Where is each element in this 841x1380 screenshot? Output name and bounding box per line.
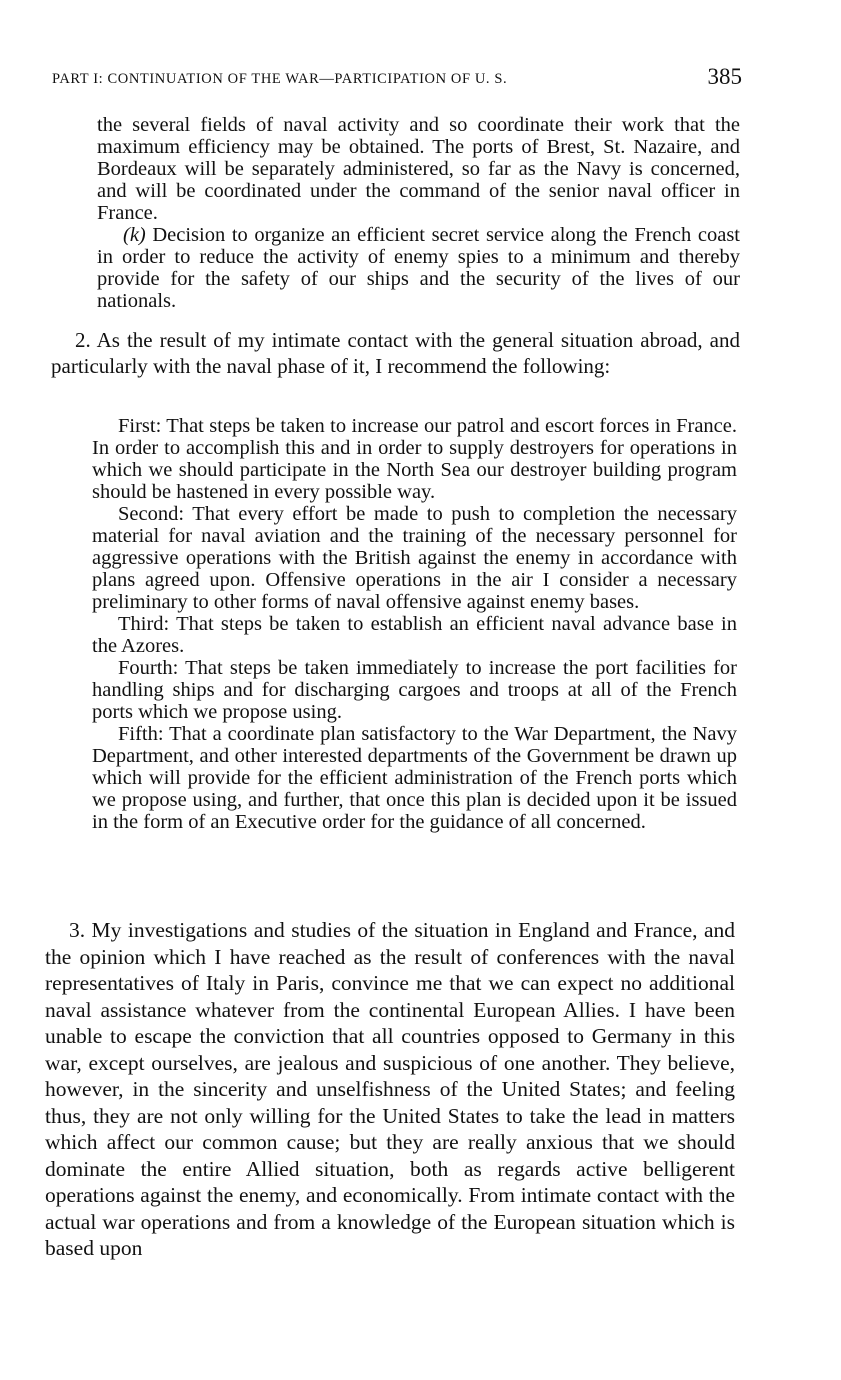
recommendation-first: First: That steps be taken to increase our patrol and escort forces in France. In order to accomplish this and in order to supply destroyers for operations in which we should participate in the North Sea our destroyer building program should be hastened in every possible way. xyxy=(92,415,737,503)
section-2-intro xyxy=(51,327,740,379)
recommendation-fourth: Fourth: That steps be taken immediately to increase the port facilities for handling ships and for discharging cargoes and troops at all of the French ports which we propose using. xyxy=(92,657,737,723)
running-header xyxy=(52,64,742,94)
recommendations-list xyxy=(92,415,737,833)
paragraph-ports: the several fields of naval activity and so coordinate their work that the maximum efficiency may be obtained. The ports of Brest, St. Nazaire, and Bordeaux will be separately administered, so far as the Navy is concerned, and will be coordinated under the command of the senior naval officer in France. xyxy=(97,114,740,224)
item-label-k: (k) xyxy=(123,224,146,246)
recommendation-fifth: Fifth: That a coordinate plan satisfactory to the War Department, the Navy Department, and other interested departments of the Government be drawn up which will provide for the efficient administration of the French ports which we propose using, and further, that once this plan is decided upon it be issued in the form of an Executive order for the guidance of all concerned. xyxy=(92,723,737,833)
running-head-title: PART I: CONTINUATION OF THE WAR—PARTICIPATION OF U. S. xyxy=(52,71,508,87)
continued-section xyxy=(97,114,740,312)
paragraph-3: 3. My investigations and studies of the situation in England and France, and the opinion which I have reached as the result of conferences with the naval representatives of Italy in Paris, convince me that we can expect no additional naval assistance whatever from the continental European Allies. I have been unable to escape the conviction that all countries opposed to Germany in this war, except ourselves, are jealous and suspicious of one another. They believe, however, in the sincerity and unselfishness of the United States; and feeling thus, they are not only willing for the United States to take the lead in matters which affect our common cause; but they are really anxious that we should dominate the entire Allied situation, both as regards active belligerent operations against the enemy, and economically. From intimate contact with the actual war operations and from a knowledge of the European situation which is based upon xyxy=(45,918,735,1260)
paragraph-2: 2. As the result of my intimate contact with the general situation abroad, and particularly with the naval phase of it, I recommend the following: xyxy=(51,328,740,378)
page-number: 385 xyxy=(707,64,742,89)
paragraph-k xyxy=(97,224,740,312)
recommendation-second: Second: That every effort be made to push to completion the necessary material for naval aviation and the training of the necessary personnel for aggressive operations with the British against the enemy in accordance with plans agreed upon. Offensive operations in the air I consider a necessary preliminary to other forms of naval offensive against enemy bases. xyxy=(92,503,737,613)
recommendation-third: Third: That steps be taken to establish an efficient naval advance base in the Azores. xyxy=(92,613,737,657)
paragraph-k-text: Decision to organize an efficient secret service along the French coast in order to reduce the activity of enemy spies to a minimum and thereby provide for the safety of our ships and the security of the lives of our nationals. xyxy=(97,224,740,312)
section-3 xyxy=(45,917,735,1262)
